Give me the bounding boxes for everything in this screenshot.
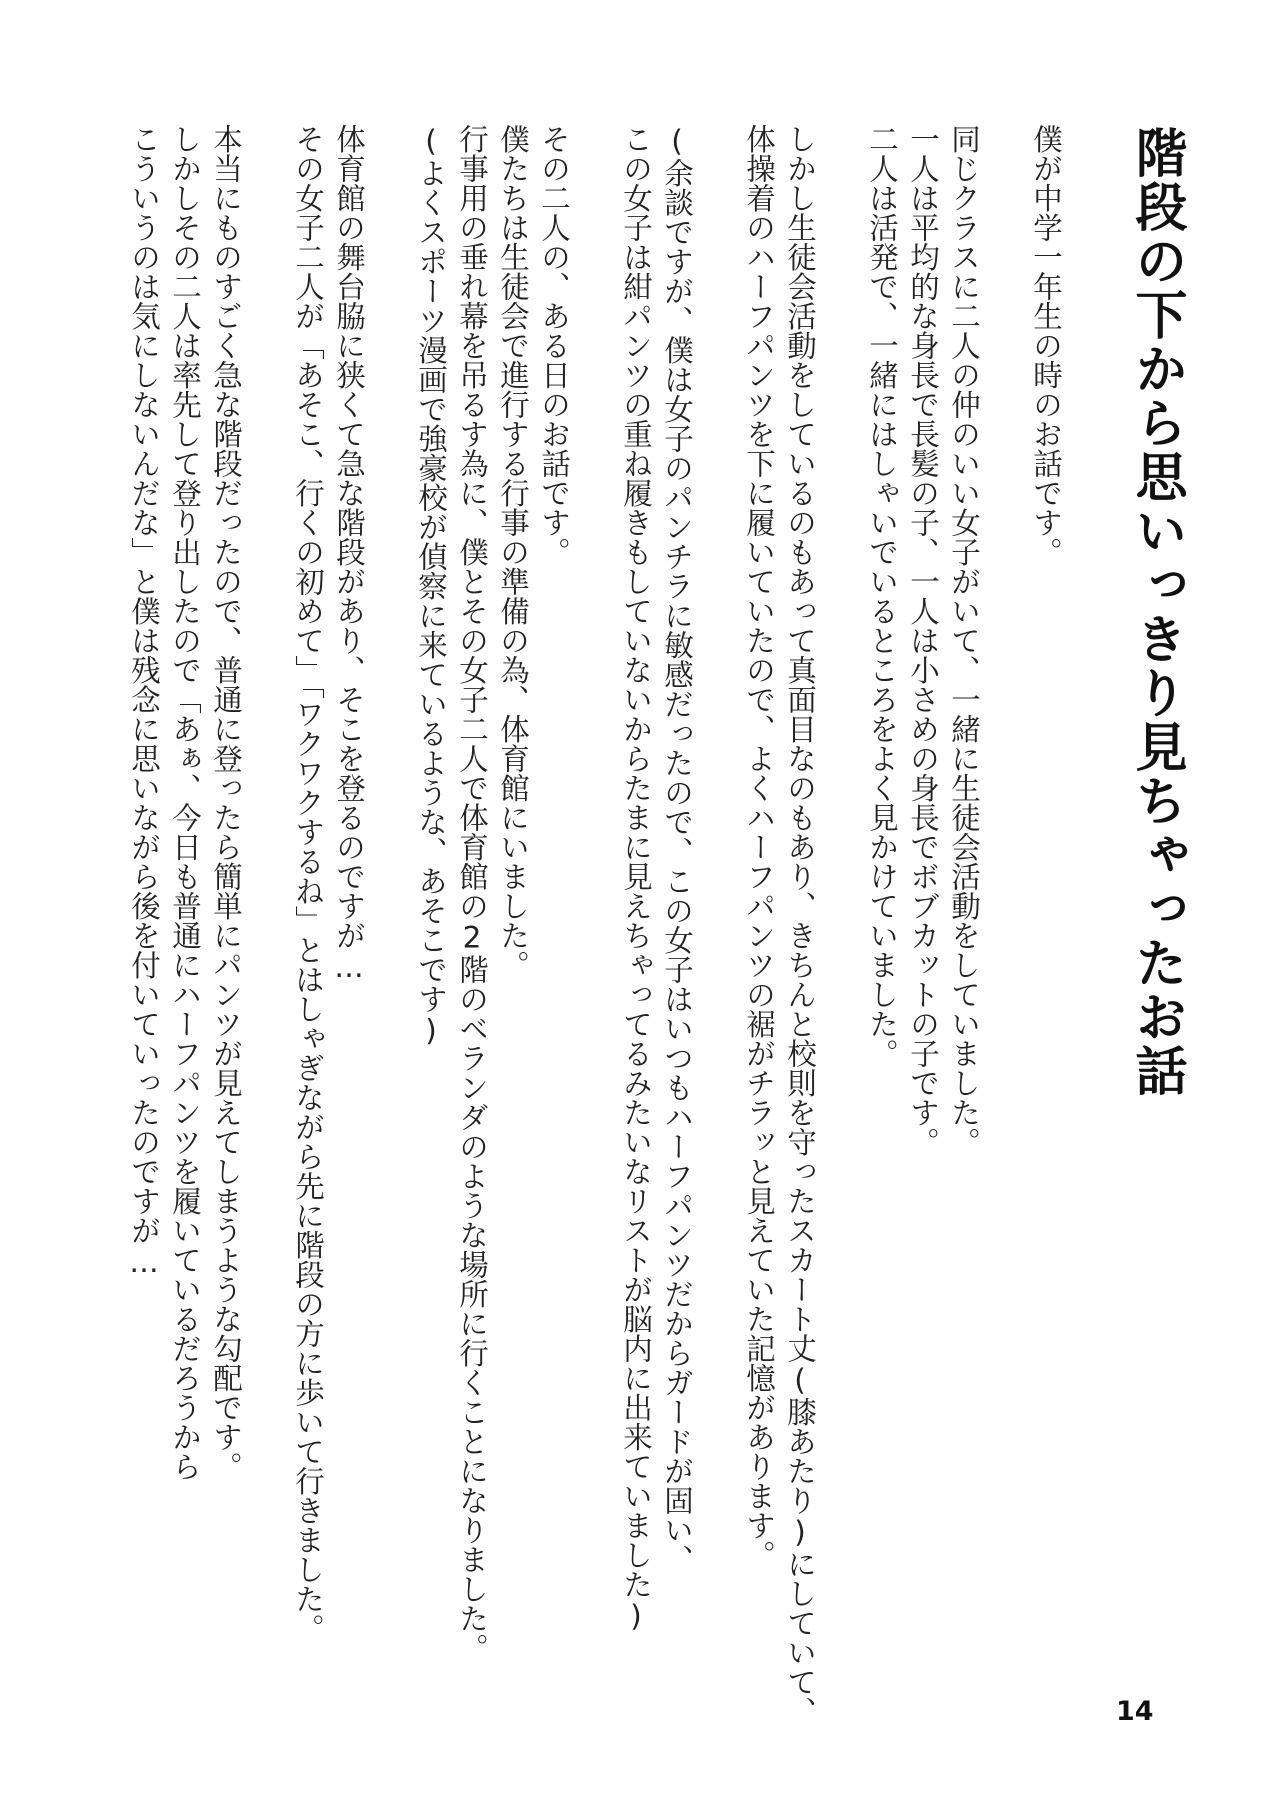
text-line: 同じクラスに二人の仲のいい女子がいて、一緒に生徒会活動をしていました。 <box>947 124 981 1157</box>
paragraph <box>1025 124 1066 1564</box>
text-line: こういうのは気にしないんだな」と僕は残念に思いながら後を付いていったのですが… <box>127 124 161 1279</box>
page-title: 階段の下から思いっきり見ちゃったお話 <box>1126 126 1186 1098</box>
text-line: しかし生徒会活動をしているのもあって真面目なのもあり、きちんと校則を守ったスカート丈(膝あたり)にしていて、 <box>783 124 817 1726</box>
text-line: 体操着のハーフパンツを下に履いていたので、よくハーフパンツの裾がチラッと見えていた記憶があります。 <box>742 124 776 1570</box>
paragraph <box>861 124 984 1564</box>
text-line: 僕たちは生徒会で進行する行事の準備の為、体育館にいました。 <box>496 124 530 980</box>
text-line: 行事用の垂れ幕を吊るす為に、僕とその女子二人で体育館の2階のベランダのような場所に行くことになりました。 <box>455 124 489 1663</box>
text-line: (よくスポーツ漫画で強豪校が偵察に来ているような、あそこです) <box>414 124 448 1048</box>
paragraph <box>287 124 369 1644</box>
text-line: (余談ですが、僕は女子のパンチラに敏感だったので、この女子はいつもハーフパンツだからガードが固い、 <box>660 124 694 1574</box>
text-line: 体育館の舞台脇に狭くて急な階段があり、そこを登るのですが… <box>332 124 366 984</box>
paragraph <box>615 124 697 1633</box>
text-line: この女子は紺パンツの重ね履きもしていないからたまに見えちゃってるみたいなリストが脳内に出来ていました) <box>619 124 653 1633</box>
page-number: 14 <box>1116 1696 1154 1727</box>
text-line: しかしその二人は率先して登り出したので「あぁ、今日も普通にハーフパンツを履いているだろうから <box>168 124 202 1481</box>
text-line: その二人の、ある日のお話です。 <box>537 124 571 567</box>
text-line: 僕が中学一年生の時のお話です。 <box>1029 124 1063 567</box>
body-text <box>123 124 1066 1726</box>
paragraph <box>738 124 820 1726</box>
text-line: 本当にものすごく急な階段だったので、普通に登ったら簡単にパンツが見えてしまうような勾配です。 <box>209 124 243 1481</box>
text-line: 二人は活発で、一緒にはしゃいでいるところをよく見かけていました。 <box>865 124 899 1068</box>
paragraph <box>410 124 574 1663</box>
text-line: 一人は平均的な身長で長髪の子、一人は小さめの身長でボブカットの子です。 <box>906 124 940 1157</box>
paragraph <box>123 124 246 1564</box>
text-line: その女子二人が「あそこ、行くの初めて」「ワクワクするね」とはしゃぎながら先に階段の方に歩いて行きました。 <box>291 124 325 1644</box>
